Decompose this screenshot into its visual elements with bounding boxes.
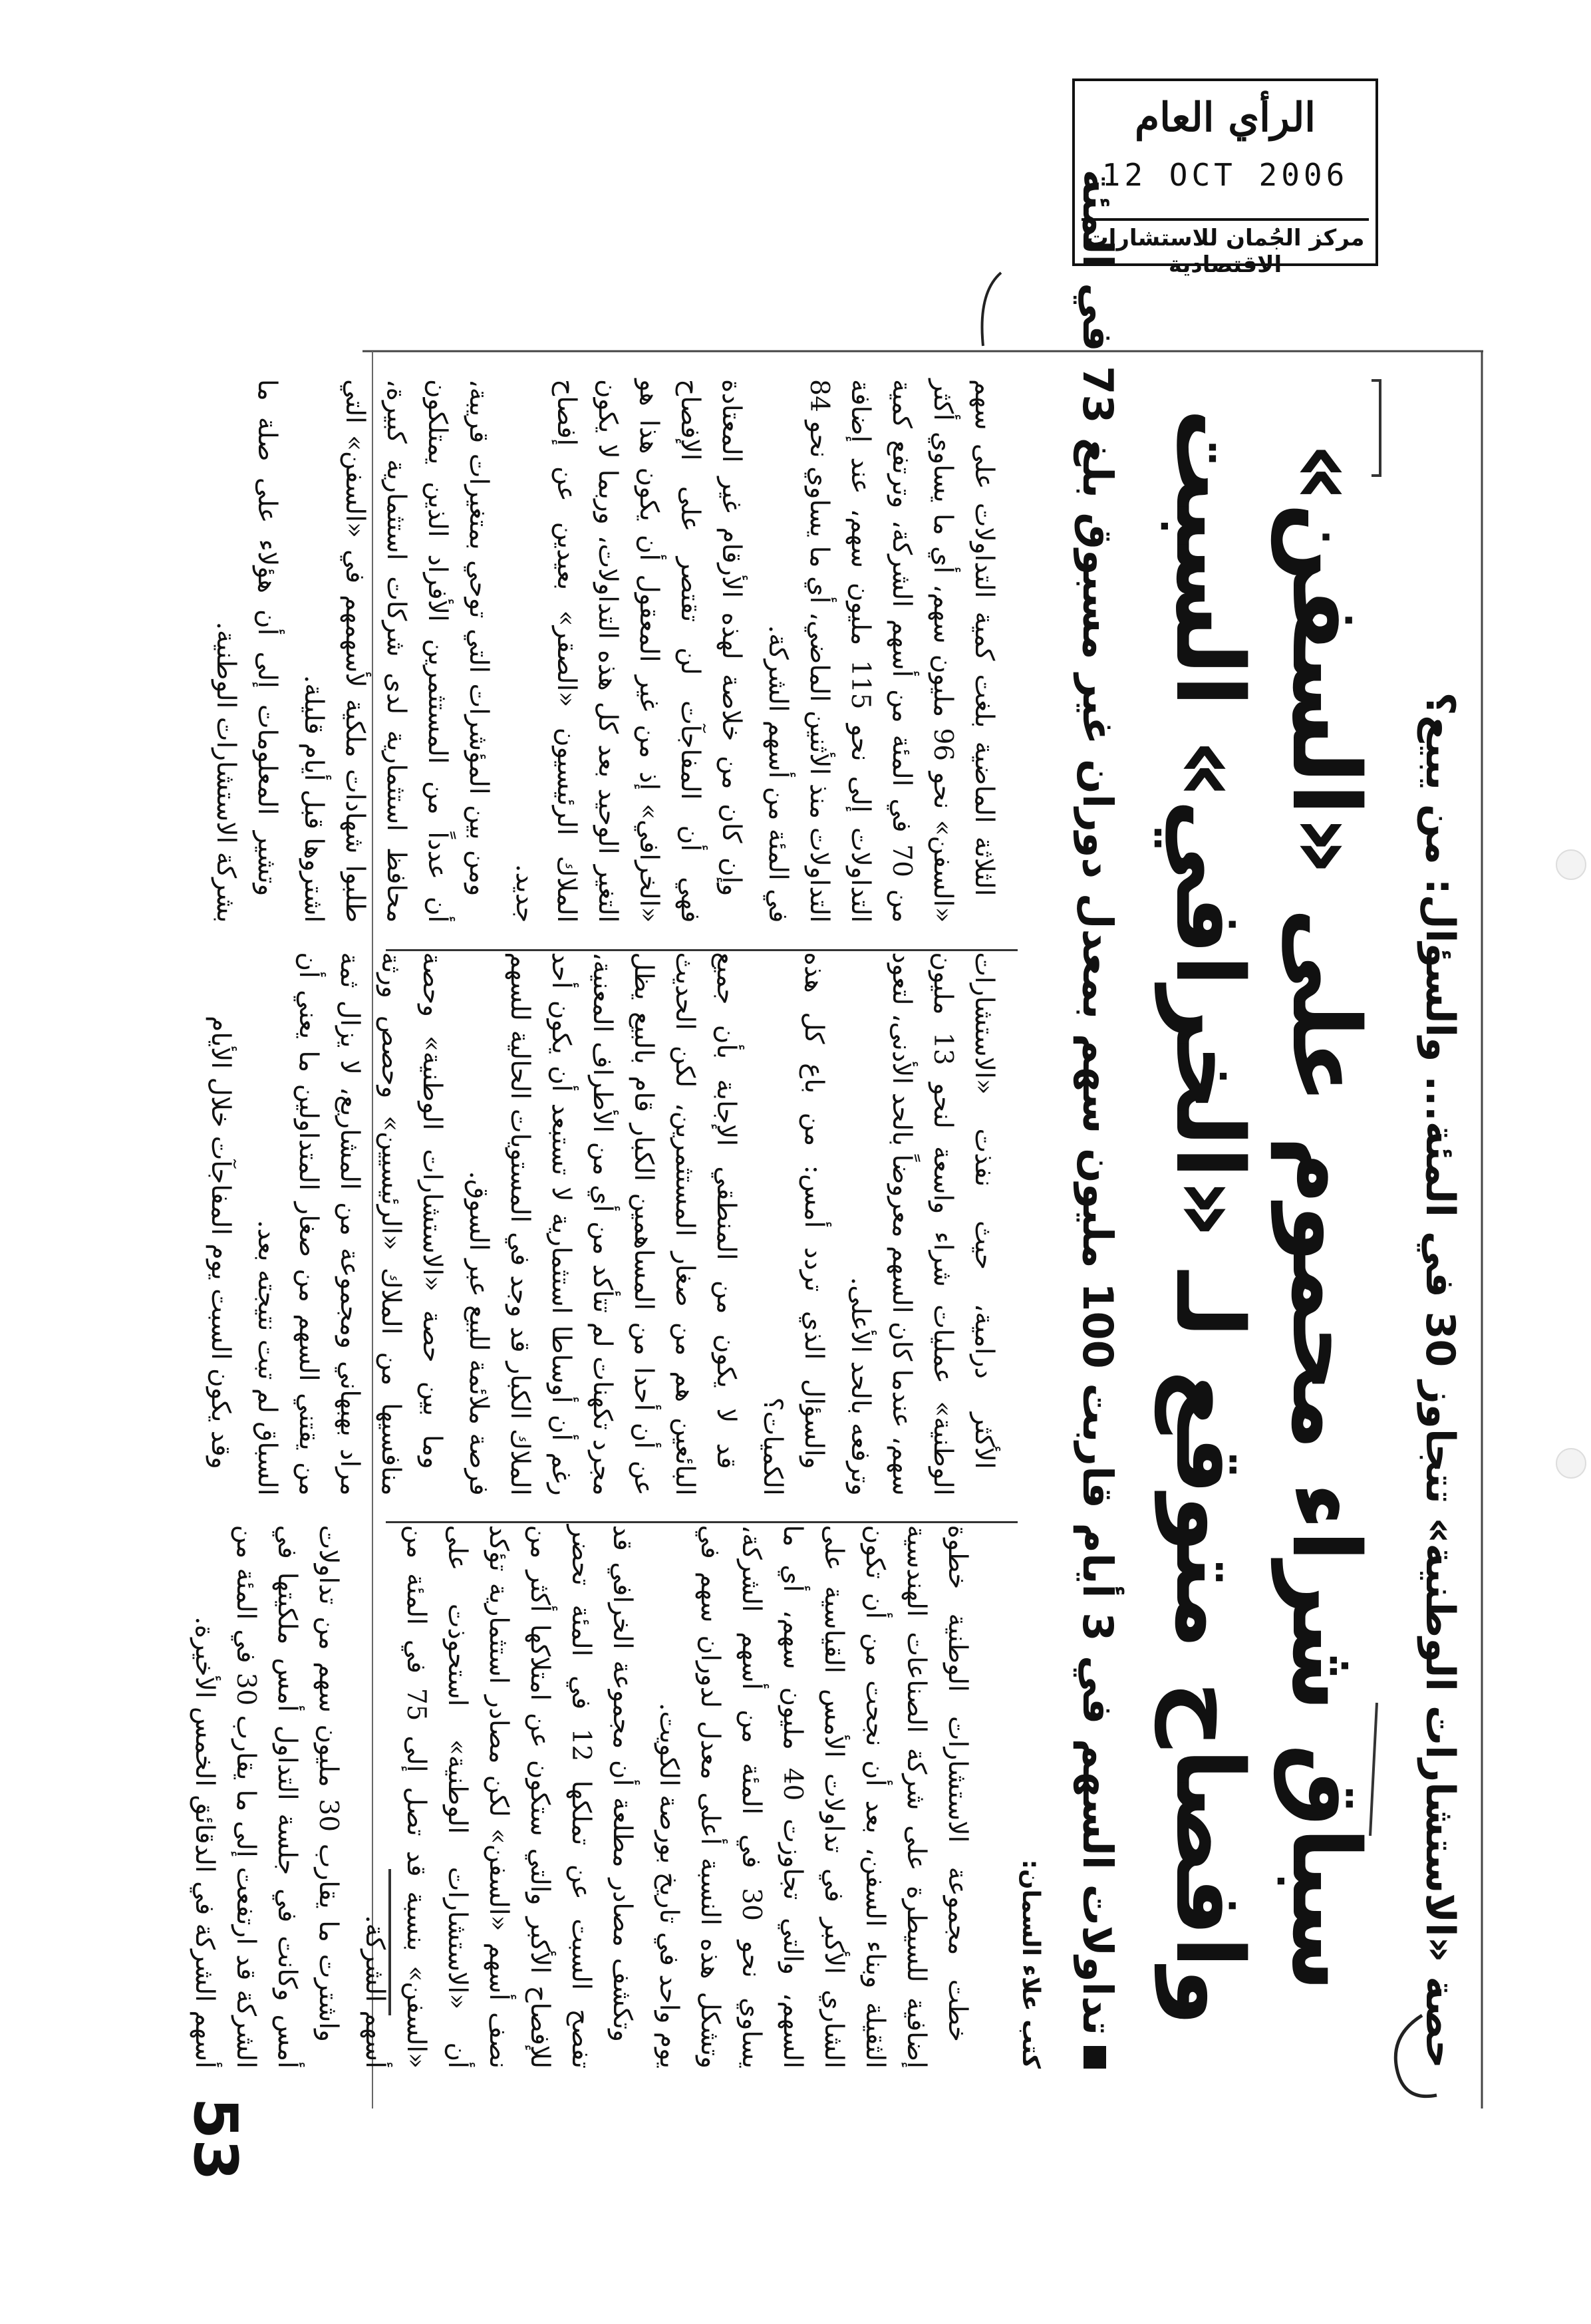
paragraph: الأكثر درامية، حيث نفذت «الاستشارات الوطنية» عمليات شراء واسعة لنحو 13 مليون سهم، عندما كان السهم معروضاً بالحد الأدنى، لتعود وترفعه بالحد الأعلى. [845,952,999,1496]
paragraph: واشترت ما يقارب 30 مليون سهم من تداولات أمس وكانت في جلسة التداول أمس ملكيتها في الشركة قد ارتفعت إلى ما يقارب 30 في المئة من أسهم الشركة في الدقائق الخمس الأخيرة. [190,1525,343,2069]
paragraph: قد لا يكون من المنطقي الإجابة بأن جميع البائعين هم من صغار المستثمرين، لكن الحديث عن أن أحدا من المساهمين الكبار قام بالبيع يظل مجرد تكهنات لم تتأكد من أي من الأطراف المعنية، رغم أن أوساطا استثمارية لا تستبعد أن يكون أحد الملاك الكبار قد وجد في المستويات الحالية للسهم فرصة ملائمة للبيع عبر السوق. [464,952,741,1496]
paragraph: وتشير المعلومات إلى أن هؤلاء على صلة ما بشركة الاستشارات الوطنية. [211,379,282,923]
paragraph: وتكشف مصادر مطلعة أن مجموعة الخرافي قد تفصح السبت عن تملكها 12 في المئة تحضر للإفصاح الأكبر والتي ستكون عن امتلاكها أكثر من نصف أسهم «السفن» لكن مصادر استثمارية تؤكد أن «الاستشارات الوطنية» استحوذت على «السفن» بنسبة قد تصل إلى 75 في المئة من أسهم الشركة. [360,1525,637,2069]
punch-hole-icon [1556,850,1586,879]
article-subhead [1064,169,1131,2069]
stamp-agency: مركز الجُمان للاستشارات الاقتصادية [1085,225,1365,278]
paragraph: والسؤال الذي تردد أمس: من باع كل هذه الكميات؟ [758,952,829,1496]
headline-line-2: وافصاح متوقع لـ «الخرافي» السبت [1155,408,1263,2026]
article-column-1 [190,1525,1004,2069]
subhead-text: تداولات السهم في 3 أيام قاربت 100 مليون سهم بمعدل دوران غير مسبوق بلغ 73 في المئة [1074,169,1122,2035]
article-kicker: حصة «الاستشارات الوطنية» تتجاوز 30 في المئة... والسؤال: من يبيع؟ [1417,692,1463,2069]
paragraph: ومن بين المؤشرات التي توحي بمتغيرات قريبة، أن عدداً من المستثمرين الأفراد الذين يمتلكون محافظ استثمارية لدى شركات استثمارية كبيرة، طلبوا شهادات ملكية لأسهمهم في «السفن» التي اشتروها قبل أيام قليلة. [299,379,494,923]
article-columns [190,379,1004,2069]
article-column-3 [211,379,1004,923]
ink-stroke-decoration [982,273,1001,346]
paragraph: وقد يكون السبت يوم المفاجآت خلال الأيام [206,1016,235,1469]
paragraph: وإن كان من خلاصة لهذه الأرقام غير المعتادة فهي أن المفاجآت لن تقتصر على الإفصاح «الخرافي» إذ من غير المعقول أن يكون هذا هو التغير الوحيد بعد كل هذه التداولات، وربما لا يكون الملاك الرئيسيون «الصقر» بعيدين عن إفصاح جديد. [510,379,746,923]
punch-hole-icon [1556,1449,1586,1478]
article-byline: كتب علاء السمان: [1017,1859,1044,2069]
paragraph: خطت مجموعة الاستشارات الوطنية خطوة إضافية للسيطرة على شركة الصناعات الهندسية الثقيلة وبناء السفن، بعد أن نجحت من أن تكون الشاري الأكبر في تداولات الأمس القياسية على السهم، والتي تجاوزت 40 مليون سهم، أي ما يساوي نحو 30 في المئة من أسهم الشركة، وتشكل هذه النسبة أعلى معدل لدوران سهم في يوم واحد في تاريخ بورصة الكويت. [654,1525,972,2069]
page-number: 53 [180,2097,250,2181]
paragraph: وما بين حصة «الاستشارات الوطنية» وحصة منافسيها من الملاك «الرئيسيين» وحصص ورثة مراد بهبهاني ومجموعة من المشاريع، لا يزال ثمة من يقتني السهم من صغار المتداولين ما يعني أن السباق لم تبت نتيجته بعد. [252,952,447,1496]
bullet-square-icon [1084,2046,1106,2069]
article-headline [1151,379,1383,2055]
headline-line-1: سباق شراء محموم على «السفن» [1271,442,1379,1992]
paragraph: الثلاثة الماضية بلغت كمية التداولات على سهم «السفن» نحو 96 مليون سهم، أي ما يساوي أكثر من 70 في المئة من أسهم الشركة، وترتفع كمية التداولات إلى نحو 115 مليون سهم، عند إضافة التداولات منذ الأثنين الماضي، أي ما يساوي نحو 84 في المئة من أسهم الشركة. [763,379,999,923]
stamp-date: 12 OCT 2006 [1101,157,1349,193]
publication-logo: الرأي العام [1135,94,1316,141]
article-column-2 [206,952,1004,1496]
